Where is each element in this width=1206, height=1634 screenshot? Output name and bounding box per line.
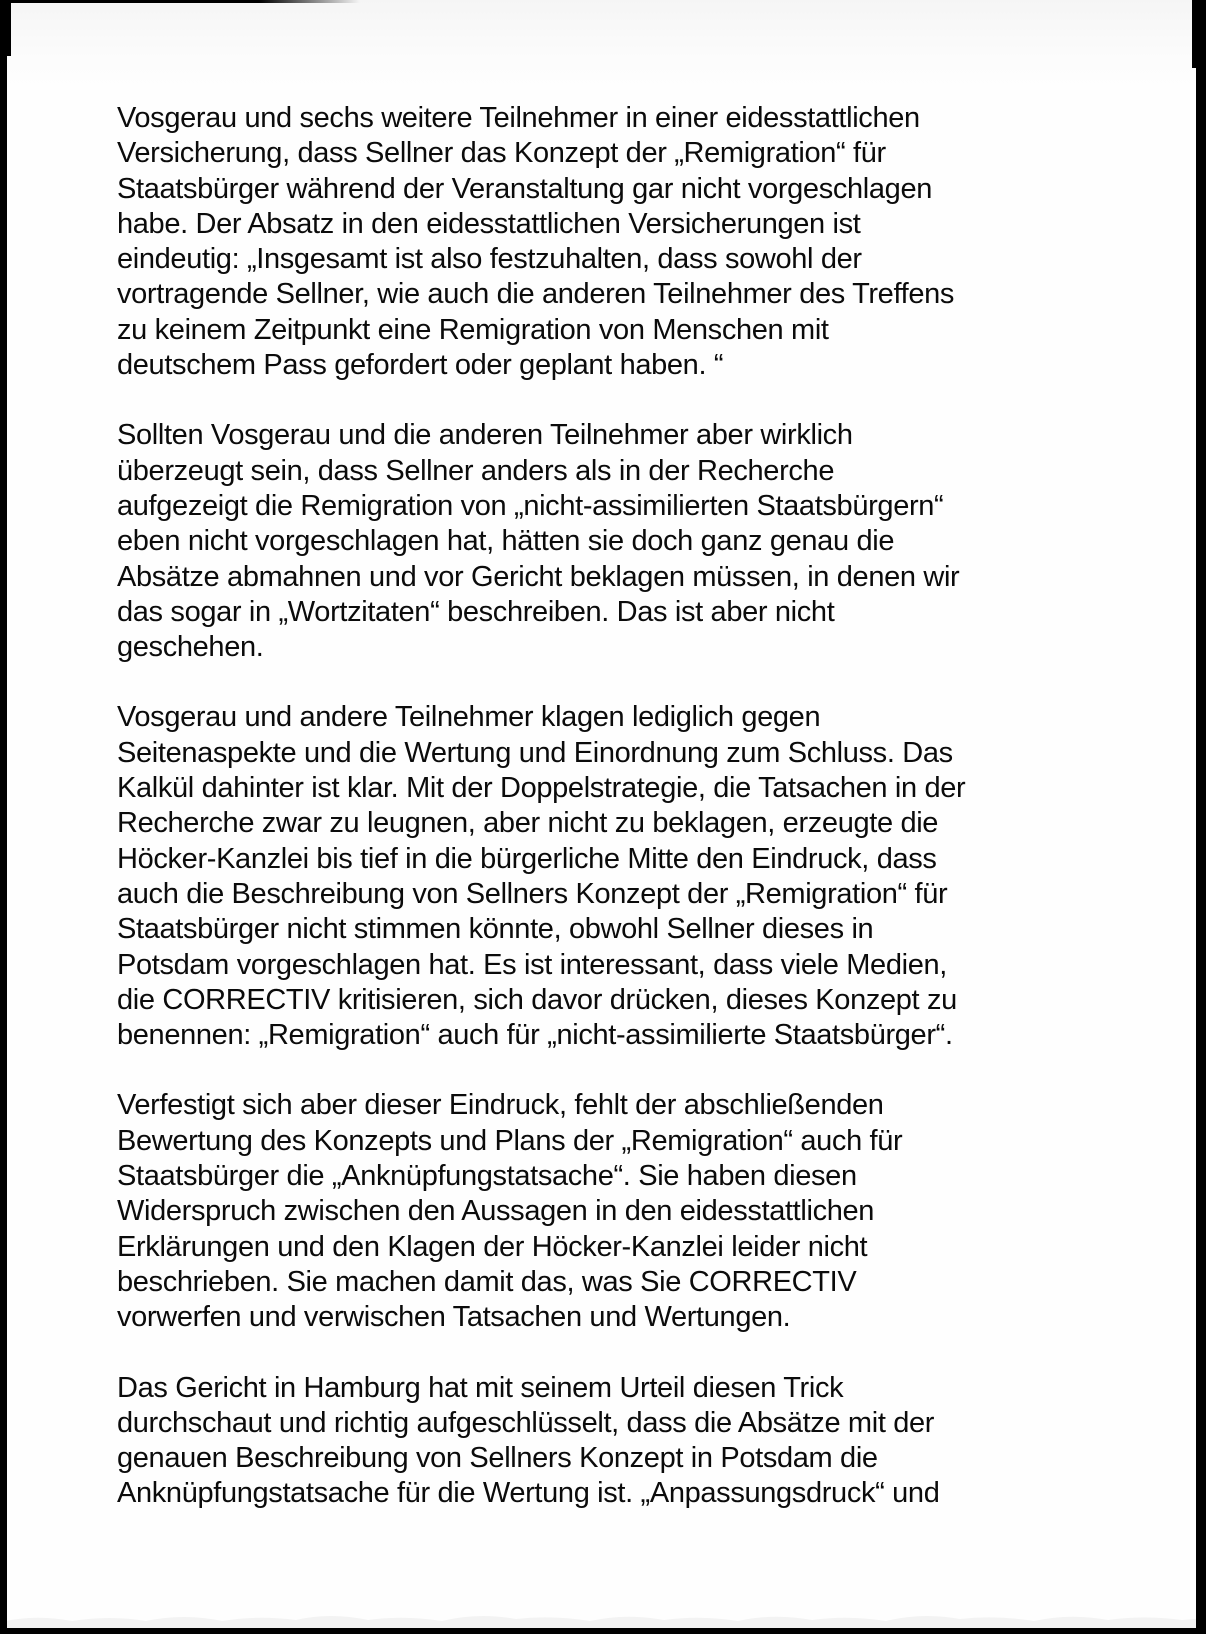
right-edge-bar [1196,0,1206,1634]
bottom-shadow-wave [0,1606,1206,1630]
text-line: Sollten Vosgerau und die anderen Teilnehmer aber wirklich [117,419,853,452]
text-line: eindeutig: „Insgesamt ist also festzuhalten, dass sowohl der [117,243,862,276]
text-line: habe. Der Absatz in den eidesstattlichen Versicherungen ist [117,207,861,240]
text-line: Kalkül dahinter ist klar. Mit der Doppelstrategie, die Tatsachen in der [117,772,966,805]
text-line: aufgezeigt die Remigration von „nicht-assimilierten Staatsbürgern“ [117,489,944,522]
text-line: eben nicht vorgeschlagen hat, hätten sie doch ganz genau die [117,525,895,558]
text-line: überzeugt sein, dass Sellner anders als in der Recherche [117,454,835,487]
text-line: Verfestigt sich aber dieser Eindruck, fehlt der abschließenden [117,1089,884,1122]
text-line: Versicherung, dass Sellner das Konzept der „Remigration“ für [117,137,886,170]
text-line: Staatsbürger nicht stimmen könnte, obwohl Sellner dieses in [117,913,874,946]
text-line: zu keinem Zeitpunkt eine Remigration von Menschen mit [117,313,829,346]
paragraph-5 [117,1371,1077,1512]
text-line: genauen Beschreibung von Sellners Konzept in Potsdam die [117,1442,878,1475]
text-line: geschehen. [117,631,264,664]
top-right-corner-mark [1192,0,1206,68]
text-line: durchschaut und richtig aufgeschlüsselt, dass die Absätze mit der [117,1406,935,1439]
text-line: Höcker-Kanzlei bis tief in die bürgerliche Mitte den Eindruck, dass [117,842,937,875]
text-line: Staatsbürger die „Anknüpfungstatsache“. Sie haben diesen [117,1160,857,1193]
left-edge-bar [0,0,7,1634]
text-line: Erklärungen und den Klagen der Höcker-Kanzlei leider nicht [117,1230,868,1263]
text-line: benennen: „Remigration“ auch für „nicht-assimilierte Staatsbürger“. [117,1019,953,1052]
text-line: Vosgerau und sechs weitere Teilnehmer in einer eidesstattlichen [117,102,920,134]
text-line: Potsdam vorgeschlagen hat. Es ist interessant, dass viele Medien, [117,948,947,981]
text-line: vorwerfen und verwischen Tatsachen und Wertungen. [117,1301,791,1334]
paragraph-2 [117,418,1077,665]
text-line: Absätze abmahnen und vor Gericht beklagen müssen, in denen wir [117,560,960,593]
bottom-edge-bar [0,1628,1206,1634]
top-edge-bar [0,0,360,3]
text-line: Anknüpfungstatsache für die Wertung ist. „Anpassungsdruck“ und [117,1477,940,1510]
paragraph-1 [117,101,1077,383]
text-line: die CORRECTIV kritisieren, sich davor drücken, dieses Konzept zu [117,983,957,1016]
paragraph-3 [117,700,1077,1053]
text-line: Vosgerau und andere Teilnehmer klagen lediglich gegen [117,701,821,734]
paragraph-4 [117,1088,1077,1335]
text-line: das sogar in „Wortzitaten“ beschreiben. Das ist aber nicht [117,595,835,628]
text-line: Das Gericht in Hamburg hat mit seinem Urteil diesen Trick [117,1371,844,1404]
text-line: Recherche zwar zu leugnen, aber nicht zu beklagen, erzeugte die [117,807,939,840]
top-left-corner-mark [0,0,11,56]
text-line: beschrieben. Sie machen damit das, was Sie CORRECTIV [117,1265,857,1298]
top-scan-haze [0,0,1206,90]
text-line: Bewertung des Konzepts und Plans der „Remigration“ auch für [117,1124,903,1157]
text-line: Staatsbürger während der Veranstaltung gar nicht vorgeschlagen [117,172,932,205]
text-line: deutschem Pass gefordert oder geplant haben. “ [117,349,724,382]
text-line: Seitenaspekte und die Wertung und Einordnung zum Schluss. Das [117,736,953,769]
article-text [117,101,1077,1547]
text-line: Widerspruch zwischen den Aussagen in den eidesstattlichen [117,1195,875,1228]
text-line: vortragende Sellner, wie auch die anderen Teilnehmer des Treffens [117,278,955,311]
text-line: auch die Beschreibung von Sellners Konzept der „Remigration“ für [117,877,948,910]
